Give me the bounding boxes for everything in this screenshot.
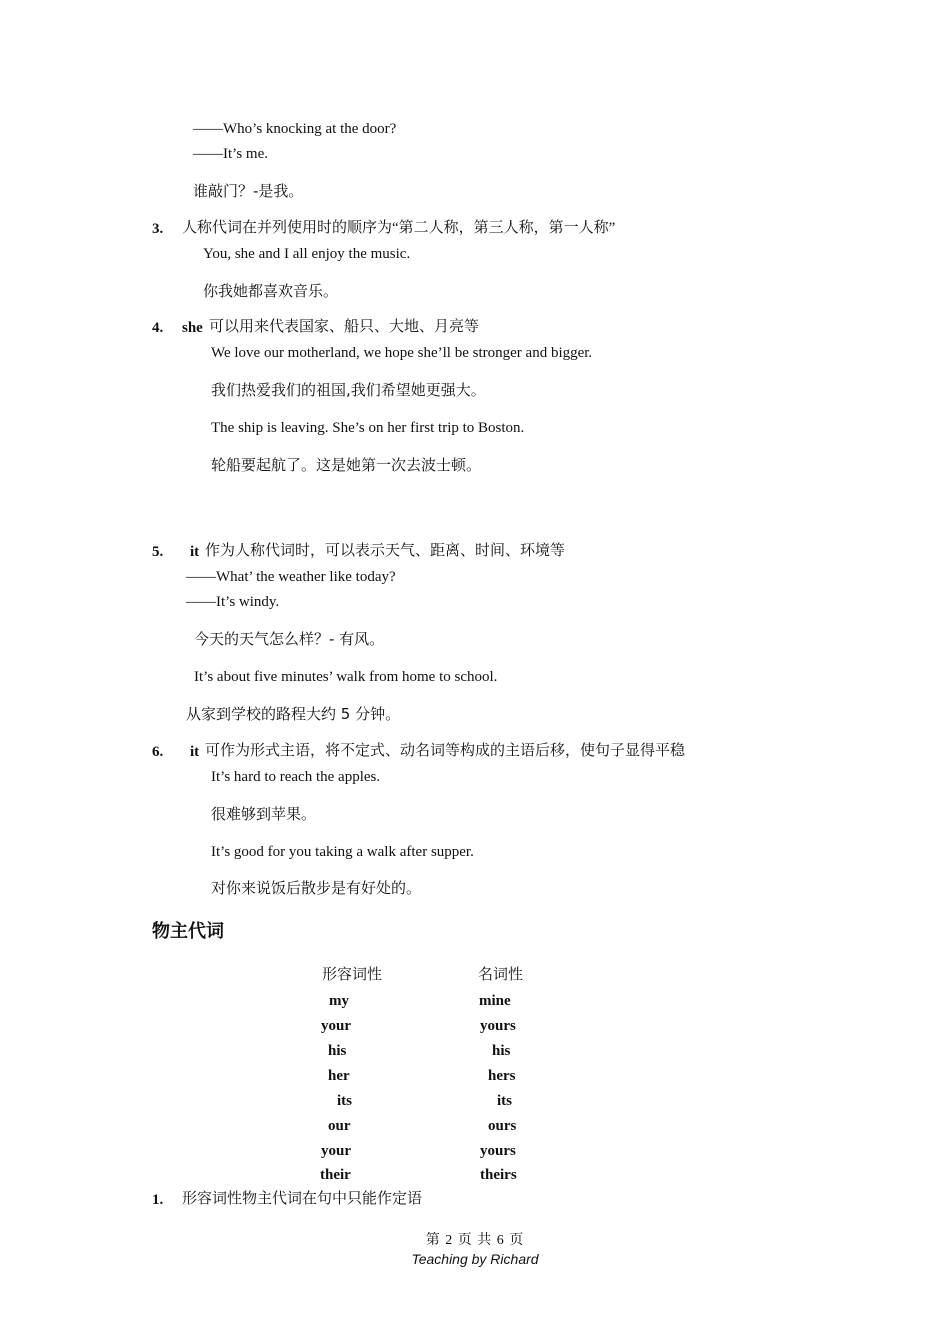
table-cell-adjective: its xyxy=(337,1093,352,1109)
rule-text: 作为人称代词时，可以表示天气、距离、时间、环境等 xyxy=(205,543,566,559)
example-translation: 今天的天气怎么样？- 有风。 xyxy=(194,630,385,648)
column-header-noun: 名词性 xyxy=(478,967,524,983)
column-header-adjective: 形容词性 xyxy=(322,967,383,983)
example-sentence: We love our motherland, we hope she’ll be stronger and bigger. xyxy=(211,345,593,361)
example-translation: 从家到学校的路程大约 5 分钟。 xyxy=(186,705,401,723)
example-sentence: It’s hard to reach the apples. xyxy=(211,769,381,785)
example-translation: 轮船要起航了。这是她第一次去波士顿。 xyxy=(211,456,482,474)
item-number: 5. xyxy=(152,544,164,560)
rule-text: 形容词性物主代词在句中只能作定语 xyxy=(182,1191,423,1207)
example-translation: 很难够到苹果。 xyxy=(211,805,317,823)
table-cell-adjective: her xyxy=(328,1068,350,1084)
table-cell-noun: theirs xyxy=(480,1167,517,1183)
table-cell-noun: its xyxy=(497,1093,512,1109)
item-number: 1. xyxy=(152,1192,164,1208)
page-number: 第 2 页 共 6 页 xyxy=(425,1233,525,1248)
table-cell-adjective: our xyxy=(328,1118,351,1134)
keyword: it xyxy=(190,744,200,760)
table-cell-adjective: his xyxy=(328,1043,347,1059)
example-answer: ——It’s me. xyxy=(193,146,268,162)
item-number: 3. xyxy=(152,221,164,237)
keyword: it xyxy=(190,544,200,560)
example-answer: ——It’s windy. xyxy=(186,594,280,610)
footer-signature: Teaching by Richard xyxy=(411,1251,539,1267)
section-heading: 物主代词 xyxy=(152,921,224,942)
example-sentence: It’s about five minutes’ walk from home to school. xyxy=(194,669,498,685)
rule-text: 可以用来代表国家、船只、大地、月亮等 xyxy=(209,319,480,335)
rule-text: 人称代词在并列使用时的顺序为“第二人称，第三人称，第一人称” xyxy=(182,220,616,236)
example-translation: 对你来说饭后散步是有好处的。 xyxy=(211,879,422,897)
table-cell-noun: his xyxy=(492,1043,511,1059)
example-translation: 我们热爱我们的祖国,我们希望她更强大。 xyxy=(211,381,486,399)
table-cell-adjective: their xyxy=(320,1167,351,1183)
rule-text: 可作为形式主语，将不定式、动名词等构成的主语后移，使句子显得平稳 xyxy=(205,743,686,759)
table-cell-adjective: your xyxy=(321,1143,351,1159)
table-cell-noun: ours xyxy=(488,1118,517,1134)
item-number: 6. xyxy=(152,744,164,760)
table-cell-adjective: your xyxy=(321,1018,351,1034)
table-cell-noun: yours xyxy=(480,1018,516,1034)
example-question: ——What’ the weather like today? xyxy=(186,569,396,585)
example-question: ——Who’s knocking at the door? xyxy=(193,121,397,137)
item-number: 4. xyxy=(152,320,164,336)
table-cell-noun: mine xyxy=(479,993,511,1009)
example-translation: 谁敲门？-是我。 xyxy=(193,182,304,200)
table-cell-adjective: my xyxy=(329,993,349,1009)
table-cell-noun: hers xyxy=(488,1068,516,1084)
table-cell-noun: yours xyxy=(480,1143,516,1159)
example-translation: 你我她都喜欢音乐。 xyxy=(203,282,339,300)
example-sentence: You, she and I all enjoy the music. xyxy=(203,246,411,262)
keyword: she xyxy=(182,320,203,336)
example-sentence: The ship is leaving. She’s on her first trip to Boston. xyxy=(211,420,525,436)
example-sentence: It’s good for you taking a walk after supper. xyxy=(211,844,474,860)
